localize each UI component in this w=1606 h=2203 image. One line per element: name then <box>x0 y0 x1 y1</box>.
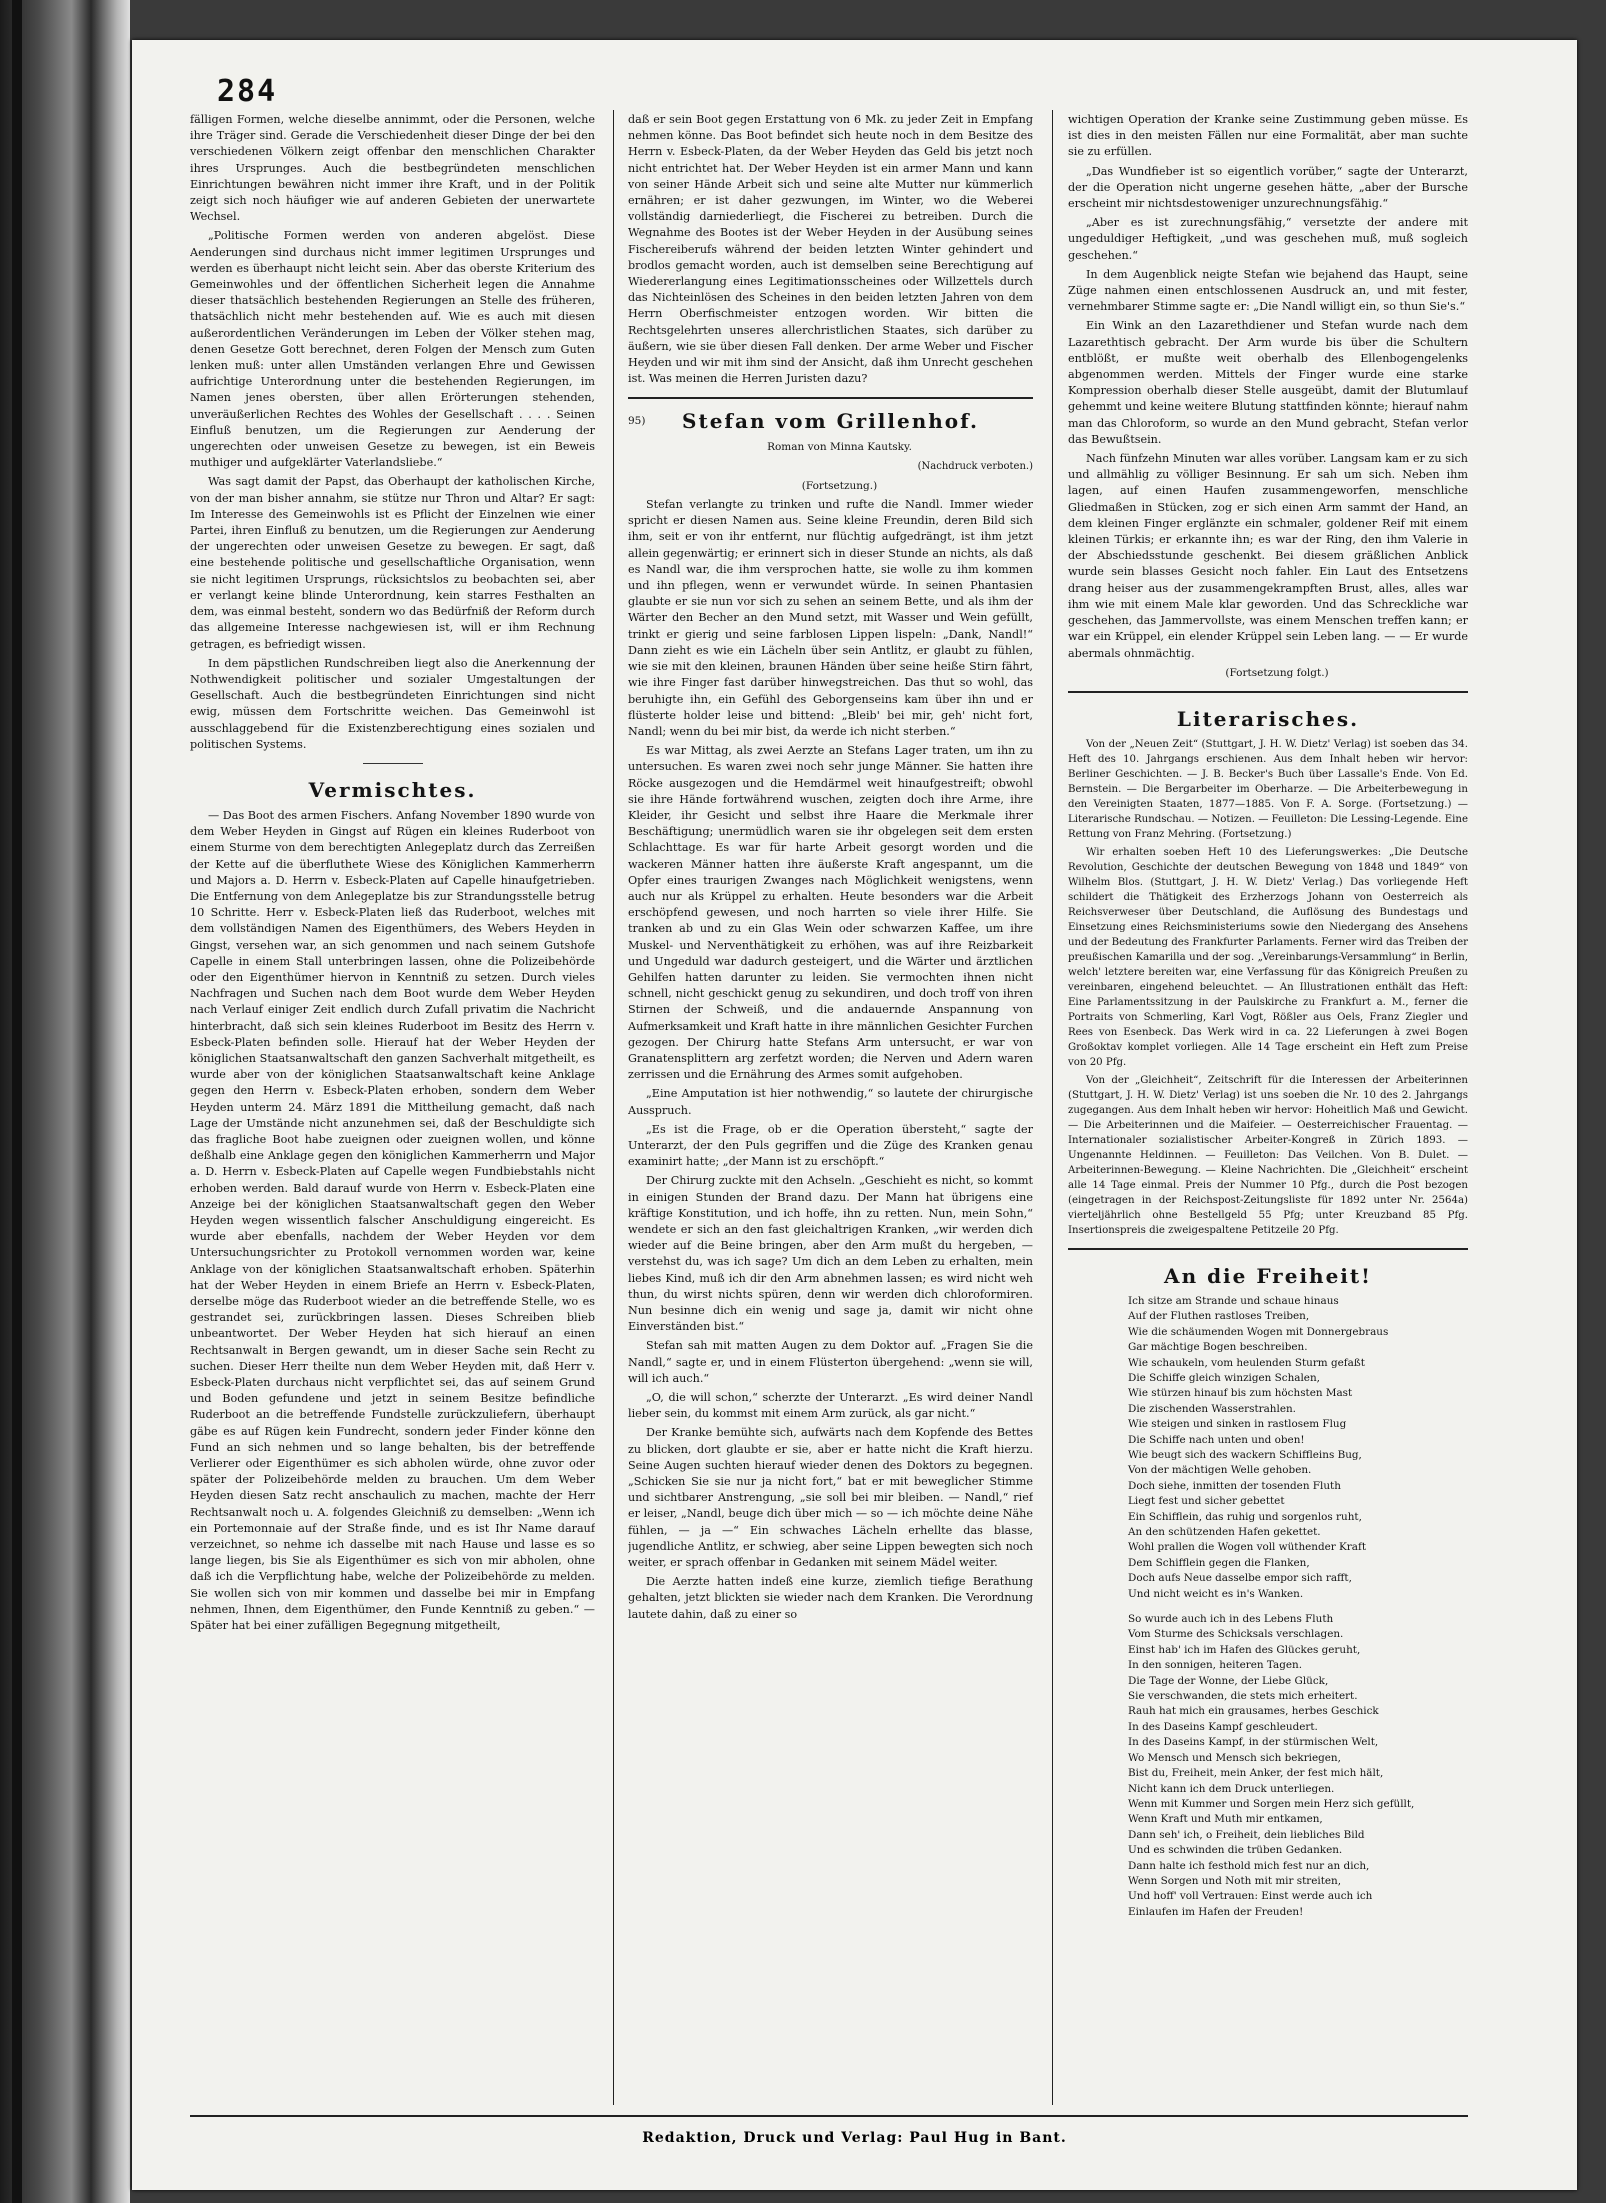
poem-line: Die Schiffe nach unten und oben! <box>1128 1433 1305 1446</box>
novel-byline: Roman von Minna Kautsky. <box>767 441 912 454</box>
paragraph: daß er sein Boot gegen Erstattung von 6 Mk. zu jeder Zeit in Empfang nehmen könne. Das Boot befindet sich heute noch in dem Besitze des Herrn v. Esbeck-Platen, da der Weber Heyden das Geld bis jetzt noch nicht entrichtet hat. Der Weber Heyden ist ein armer Mann und kann von seiner Hände Arbeit sich und seine alte Mutter nur kümmerlich ernähren; er ist daher gezwungen, im Winter, wo die Weberei vollständig darniederliegt, die Fischerei zu betreiben. Durch die Wegnahme des Bootes ist der Weber Heyden in der Ausübung seines Fischereiberufs während der beiden letzten Winter gehindert und brodlos gemacht worden, auch ist demselben seine Berechtigung auf Wiedererlangung eines Legitimationsscheines oder Willzettels durch das Nichteinlösen des Scheines in den beiden letzten Jahren von dem Herrn Oberfischmeister entzogen worden. Wir bitten die Rechtsgelehrten unseres allerchristlichen Staates, sich darüber zu äußern, wie sie über diesen Fall denken. Der arme Weber und Fischer Heyden und wir mit ihm sind der Ansicht, daß ihm Unrecht geschehen ist. Was meinen die Herren Juristen dazu? <box>628 113 1033 386</box>
section-divider <box>363 763 423 764</box>
paragraph: „Das Wundfieber ist so eigentlich vorüber,“ sagte der Unterarzt, der die Operation nicht ungerne gesehen hätte, „aber der Bursche erscheint mir nichtsdestoweniger unzurechnungsfähig.“ <box>1068 164 1468 211</box>
poem-line: Einst hab' ich im Hafen des Glückes geruht, <box>1128 1643 1361 1656</box>
paragraph: „O, die will schon,“ scherzte der Unterarzt. „Es wird deiner Nandl lieber sein, du kommst mit einem Arm zurück, als gar nicht.“ <box>628 1391 1033 1421</box>
poem-line: Einlaufen im Hafen der Freuden! <box>1128 1905 1304 1918</box>
paragraph: In dem päpstlichen Rundschreiben liegt also die Anerkennung der Nothwendigkeit politischer und sozialer Umgestaltungen der Gesellschaft. Auch die bestbegründeten Einrichtungen sind nicht ewig, müssen dem Fortschritte weichen. Das Gemeinwohl ist ausschlaggebend für die Existenzberechtigung eines sozialen und politischen Systems. <box>190 656 595 751</box>
feuilleton-divider <box>628 397 1033 399</box>
papal-article <box>190 112 595 753</box>
poem-line: In des Daseins Kampf, in der stürmischen Welt, <box>1128 1736 1379 1749</box>
poem-line: Wie stürzen hinauf bis zum höchsten Mast <box>1128 1387 1353 1400</box>
poem-line: Und es schwinden die trüben Gedanken. <box>1128 1844 1343 1857</box>
paragraph: „Eine Amputation ist hier nothwendig,“ so lautete der chirurgische Ausspruch. <box>628 1087 1033 1117</box>
poem-line: Die Tage der Wonne, der Liebe Glück, <box>1128 1674 1329 1687</box>
poem-line: Wie steigen und sinken in rastlosem Flug <box>1128 1418 1347 1431</box>
poem-line: Dann halte ich festhold mich fest nur an dich, <box>1128 1859 1370 1872</box>
feuilleton-header <box>628 409 1033 433</box>
poem-line: Rauh hat mich ein grausames, herbes Geschick <box>1128 1705 1379 1718</box>
poem-line: Ich sitze am Strande und schaue hinaus <box>1128 1294 1339 1307</box>
paragraph: Die Aerzte hatten indeß eine kurze, ziemlich tiefige Berathung gehalten, jetzt blickten sie wieder nach dem Kranken. Die Verordnung lautete dahin, daß zu einer so <box>628 1575 1033 1621</box>
poem-line: Bist du, Freiheit, mein Anker, der fest mich hält, <box>1128 1767 1384 1780</box>
poem-line: Sie verschwanden, die stets mich erheitert. <box>1128 1690 1358 1703</box>
book-binding <box>0 0 130 2203</box>
poem-line: Dann seh' ich, o Freiheit, dein liebliches Bild <box>1128 1828 1365 1841</box>
poem-line: Wie beugt sich des wackern Schiffleins Bug, <box>1128 1448 1362 1461</box>
paragraph: Der Chirurg zuckte mit den Achseln. „Geschieht es nicht, so kommt in einigen Stunden der Brand dazu. Der Mann hat übrigens eine kräftige Konstitution, und ich hoffe, ihn zu retten. Nun, mein Sohn,“ wendete er sich an den fast gleichaltrigen Kranken, „wir werden dich wieder auf die Beine bringen, aber den Arm mußt du hergeben, — verstehst du, was ich sage? Um dich an dem Leben zu erhalten, mein liebes Kind, muß ich dir den Arm abnehmen lassen; es wird nicht weh thun, du wirst nichts spüren, denn wir werden dich chloroformiren. Nun besinne dich ein wenig und sage ja, damit wir nicht ohne Einverständen bist.“ <box>628 1174 1033 1334</box>
poem-line: Doch aufs Neue dasselbe empor sich rafft, <box>1128 1572 1352 1585</box>
poem-line: Auf der Fluthen rastloses Treiben, <box>1128 1310 1310 1323</box>
poem-line: Und hoff' voll Vertrauen: Einst werde auch ich <box>1128 1890 1373 1903</box>
literary-notices <box>1068 737 1468 1238</box>
poem-line: Wo Mensch und Mensch sich bekriegen, <box>1128 1751 1341 1764</box>
poem-line: Ein Schifflein, das ruhig und sorgenlos ruht, <box>1128 1510 1362 1523</box>
feuilleton-number: 95) <box>628 415 646 428</box>
paragraph: Nach fünfzehn Minuten war alles vorüber. Langsam kam er zu sich und allmählig zu völliger Besinnung. Er sah um sich. Neben ihm lagen, auf einen Haufen zusammengeworfen, menschliche Gliedmaßen in Stücken, zog er sich einen Arm sammt der Hand, an dem kleinen Finger erglänzte ein schmaler, goldener Reif mit einem kleinen Türkis; er erkannte ihn; es war der Ring, den ihm Valerie in der Abschiedsstunde geschenkt. Bei diesem gräßlichen Anblick wurde sein blasses Gesicht noch fahler. Ein Laut des Entsetzens drang heiser aus der zusammengekrampften Brust, alles, alles war ihm wie mit einem Male klar geworden. Und das Schreckliche war geschehen, das Jammervollste, was einem Menschen treffen kann; er war ein Krüppel, ein elender Krüppel sein Leben lang. — — Er wurde abermals ohnmächtig. <box>1068 452 1468 660</box>
poem-line: Wenn mit Kummer und Sorgen mein Herz sich gefüllt, <box>1128 1797 1415 1810</box>
paragraph: wichtigen Operation der Kranke seine Zustimmung geben müsse. Es ist dies in den meisten Fällen nur eine Formalität, aber man suchte sie zu erfüllen. <box>1068 113 1468 159</box>
poem-stanza <box>1128 1294 1468 1602</box>
section-divider <box>1068 1248 1468 1250</box>
paragraph: „Politische Formen werden von anderen abgelöst. Diese Aenderungen sind durchaus nicht immer legitimen Ursprunges und werden es überhaupt nicht leicht sein. Aber das oberste Kriterium des Gemeinwohles und der öffentlichen Sicherheit legen die Annahme dieser thatsächlich bestehenden Regierungen an Stelle des früheren, thatsächlich nicht mehr bestehenden auf. Wie es auch mit diesen außerordentlichen Veränderungen im Leben der Völker stehen mag, denen Gesetze Gott berechnet, deren Folgen der Mensch zum Guten lenken muß: unter allen Umständen verlangen Ehre und Gewissen aufrichtige Unterordnung unter die bestehenden Regierungen, im Namen jenes obersten, über allen Erörterungen stehenden, unveräußerlichen Rechtes des Wohles der Gesellschaft . . . . Seinen Einfluß benutzen, um die Regierungen zur Aenderung der ungerechten oder unweisen Gesetze zu bewegen, ist ein Beweis muthiger und aufgeklärter Vaterlandsliebe.“ <box>190 229 595 470</box>
poem-line: In den sonnigen, heiteren Tagen. <box>1128 1659 1303 1672</box>
paragraph: Was sagt damit der Papst, das Oberhaupt der katholischen Kirche, von der man bisher annahm, sie stütze nur Thron und Altar? Er sagt: Im Interesse des Gemeinwohls ist es Pflicht der Einzelnen wie einer Partei, ihren Einfluß zu benutzen, um die Regierungen zur Aenderung der ungerechten oder unweisen Gesetze zu bewegen. Er sagt, daß eine bestehende politische und gesellschaftliche Organisation, wenn sie nicht legitimen Ursprungs, rücksichtslos zu beobachten sei, aber er verlangt keine blinde Unterordnung, kein starres Festhalten an dem, was einmal besteht, sondern wo das Bedürfniß der Reform durch das allgemeine Interesse nachgewiesen ist, will er ihm Rechnung getragen, es befriedigt wissen. <box>190 475 595 651</box>
poem-line: Von der mächtigen Welle gehoben. <box>1128 1464 1312 1477</box>
paragraph: In dem Augenblick neigte Stefan wie bejahend das Haupt, seine Züge nahmen einen entschlossenen Ausdruck an, und mit fester, vernehmbarer Stimme sagte er: „Die Nandl willigt ein, so thun Sie's.“ <box>1068 267 1468 314</box>
poem-line: Wohl prallen die Wogen voll wüthender Kraft <box>1128 1541 1366 1554</box>
poem-line: So wurde auch ich in des Lebens Fluth <box>1128 1613 1334 1626</box>
poem-line: Gar mächtige Bogen beschreiben. <box>1128 1341 1308 1354</box>
column-2 <box>628 112 1033 2102</box>
poem-line: Doch siehe, inmitten der tosenden Fluth <box>1128 1479 1341 1492</box>
newspaper-page <box>132 40 1577 2190</box>
page-number: 284 <box>217 74 278 109</box>
poem-line: Wenn Sorgen und Noth mit mir streiten, <box>1128 1874 1342 1887</box>
paragraph: Stefan sah mit matten Augen zu dem Doktor auf. „Fragen Sie die Nandl,“ sagte er, und in einem Flüsterton übergehend: „wenn sie will, will ich auch.“ <box>628 1339 1033 1385</box>
paragraph: Ein Wink an den Lazarethdiener und Stefan wurde nach dem Lazarethtisch gebracht. Der Arm wurde bis über die Schultern entblößt, er mußte weit oberhalb des Ellenbogengelenks abgenommen werden. Mittels der Finger wurde eine starke Kompression oberhalb dieser Stelle ausgeübt, damit der Blutumlauf gehemmt und keine weitere Blutung stattfinden könnte; hierauf nahm man das Chloroform, so wurde an den Mund gebracht, Stefan verlor das Bewußtsein. <box>1068 319 1468 446</box>
poem-line: Liegt fest und sicher gebettet <box>1128 1495 1285 1508</box>
paragraph: Der Kranke bemühte sich, aufwärts nach dem Kopfende des Bettes zu blicken, dort glaubte er sie, aber er hatte nicht die Kraft hierzu. Seine Augen suchten hierauf wieder denen des Doktors zu begegnen. „Schicken Sie sie nur ja nicht fort,“ bat er mit beweglicher Stimme und sichtbarer Anstrengung, „sie soll bei mir bleiben. — Nandl,“ rief er leiser, „Nandl, beuge dich über mich — so — ich möchte deine Nähe fühlen, — ja —“ Ein schwaches Lächeln erhellte das blasse, jugendliche Antlitz, er schwieg, aber seine Lippen bewegten sich noch weiter, er sprach offenbar in Gedanken mit seinem Mädel weiter. <box>628 1426 1033 1570</box>
poem-line: In des Daseins Kampf geschleudert. <box>1128 1720 1318 1733</box>
poem-line: Wie schaukeln, vom heulenden Sturm gefaßt <box>1128 1356 1365 1369</box>
column-rule <box>613 110 614 2105</box>
poem-stanza <box>1128 1612 1468 1920</box>
paragraph: „Es ist die Frage, ob er die Operation übersteht,“ sagte der Unterarzt, der den Puls gegriffen und die Züge des Kranken genau examinirt hatte; „der Mann ist zu erschöpft.“ <box>628 1122 1033 1169</box>
section-divider <box>1068 691 1468 693</box>
rights-notice: (Nachdruck verboten.) <box>917 460 1033 472</box>
poem-line: Nicht kann ich dem Druck unterliegen. <box>1128 1782 1335 1795</box>
section-heading-misc: Vermischtes. <box>308 777 477 802</box>
poem-line: Wenn Kraft und Muth mir entkamen, <box>1128 1813 1323 1826</box>
paragraph: fälligen Formen, welche dieselbe annimmt, oder die Personen, welche ihre Träger sind. Gerade die Verschiedenheit dieser Dinge der bei den verschiedenen Völkern zeigt offenbar den menschlichen Charakter ihres Ursprunges. Auch die bestbegründeten menschlichen Einrichtungen bewähren nicht immer ihre Kraft, und in der Politik zeigt sich noch häufiger wie auf anderen Gebieten der unerwartete Wechsel. <box>190 113 595 224</box>
column-3 <box>1068 112 1468 2102</box>
paragraph: Wir erhalten soeben Heft 10 des Lieferungswerkes: „Die Deutsche Revolution, Geschichte der deutschen Bewegung von 1848 und 1849“ von Wilhelm Blos. (Stuttgart, J. H. W. Dietz' Verlag.) Das vorliegende Heft schildert die Thätigkeit des Erzherzogs Johann von Oesterreich als Reichsverweser über Deutschland, die Auflösung des Bundestags und Einsetzung eines Reichsministeriums sowie den Niedergang des Ansehens und der Bedeutung des Frankfurter Parlaments. Ferner wird das Treiben der preußischen Kamarilla und der sog. „Vereinbarungs-Versammlung“ in Berlin, welch' letztere bereiten war, eine Verfassung für das Königreich Preußen zu vereinbaren, eingehend beleuchtet. — An Illustrationen enthält das Heft: Eine Parlamentssitzung in der Paulskirche zu Frankfurt a. M., ferner die Portraits von Schmerling, Karl Vogt, Rößler aus Oels, Franz Ziegler und Rees von Esenbeck. Das Werk wird in ca. 22 Lieferungen à zwei Bogen Großoktav komplet vorliegen. Alle 14 Tage erscheint ein Heft zum Preise von 20 Pfg. <box>1068 846 1468 1068</box>
binding-ribbon <box>12 0 22 2203</box>
poem-line: Vom Sturme des Schicksals verschlagen. <box>1128 1628 1344 1641</box>
poem-line: Und nicht weicht es in's Wanken. <box>1128 1587 1304 1600</box>
paragraph: „Aber es ist zurechnungsfähig,“ versetzte der andere mit ungeduldiger Heftigkeit, „und was geschehen muß, muß sogleich geschehen.“ <box>1068 216 1468 262</box>
poem-line: Die zischenden Wasserstrahlen. <box>1128 1402 1296 1415</box>
poem-line: Wie die schäumenden Wogen mit Donnergebraus <box>1128 1325 1389 1338</box>
poem <box>1128 1294 1468 1920</box>
poem-line: An den schützenden Hafen gekettet. <box>1128 1526 1321 1538</box>
continued-label: (Fortsetzung.) <box>801 479 878 492</box>
paragraph: Von der „Gleichheit“, Zeitschrift für die Interessen der Arbeiterinnen (Stuttgart, J. H. W. Dietz' Verlag) ist uns soeben die Nr. 10 des 2. Jahrgangs zugegangen. Aus dem Inhalt heben wir hervor: Hoheitlich Maß und Gewicht. — Die Arbeiterinnen und die Maifeier. — Oesterreichischer Frauentag. — Internationaler sozialistischer Arbeiter-Kongreß in Zürich 1893. — Ungenannte Heldinnen. — Feuilleton: Das Veilchen. Von B. Dulet. — Arbeiterinnen-Bewegung. — Kleine Nachrichten. Die „Gleichheit“ erscheint alle 14 Tage einmal. Preis der Nummer 10 Pfg., durch die Post bezogen (eingetragen in der Reichspost-Zeitungsliste für 1892 unter Nr. 2564a) vierteljährlich ohne Bestellgeld 55 Pfg; unter Kreuzband 85 Pfg. Insertionspreis die zweigespaltene Petitzeile 20 Pfg. <box>1068 1074 1468 1236</box>
poem-line: Dem Schifflein gegen die Flanken, <box>1128 1556 1310 1569</box>
paragraph: — Das Boot des armen Fischers. Anfang November 1890 wurde von dem Weber Heyden in Gingst auf Rügen ein kleines Ruderboot von einem Sturme von dem berechtigten Anlegeplatz durch das Zerreißen der Kette auf die überfluthete Wiese des Königlichen Kammerherrn und Majors a. D. Herrn v. Esbeck-Platen auf Capelle hinaufgetrieben. Die Entfernung von dem Anlegeplatze bis zur Strandungsstelle betrug 10 Schritte. Herr v. Esbeck-Platen ließ das Ruderboot, welches mit dem vollständigen Namen des Eigenthümers, des Webers Heyden in Gingst, versehen war, an sich genommen und nach seinem Gutshofe Capelle in einem Stall unterbringen lassen, ohne die Polizeibehörde oder den Eigenthümer hiervon in Kenntniß zu setzen. Durch vieles Nachfragen und Suchen nach dem Boot wurde dem Weber Heyden nach Verlauf einiger Zeit endlich durch Zufall privatim die Nachricht hinterbracht, daß sich sein kleines Ruderboot im Besitz des Herrn v. Esbeck-Platen befinden solle. Hierauf hat der Weber Heyden der königlichen Staatsanwaltschaft den ganzen Sachverhalt mitgetheilt, es wurde aber von der königlichen Staatsanwaltschaft keine Anklage gegen den Herrn v. Esbeck-Platen erhoben, sondern dem Weber Heyden unterm 24. März 1891 die Mittheilung gemacht, daß nach Lage der Umstände nicht anzunehmen sei, daß der Beschuldigte sich das fragliche Boot habe zueignen oder zueignen wollen, und könne deßhalb eine Anklage gegen den königlichen Kammerherrn und Major a. D. Herrn v. Esbeck-Platen auf Capelle wegen Fundbiebstahls nicht erhoben werden. Bald darauf wurde von Herrn v. Esbeck-Platen eine Anzeige bei der königlichen Staatsanwaltschaft gegen den Weber Heyden wegen wissentlich falscher Anschuldigung eingereicht. Es wurde aber ebenfalls, nachdem der Weber Heyden vor dem Untersuchungsrichter zu Protokoll vernommen worden war, keine Anklage von der königlichen Staatsanwaltschaft erhoben. Späterhin hat der Weber Heyden in einem Briefe an Herrn v. Esbeck-Platen, derselbe möge das Ruderboot wieder an die betreffende Stelle, wo es gestrandet sei, zurückbringen lassen. Dieses Schreiben blieb unbeantwortet. Der Weber Heyden hat sich hierauf an einen Rechtsanwalt in Bergen gewandt, um in dieser Sache sein Recht zu suchen. Dieser Herr theilte nun dem Weber Heyden mit, daß Herr v. Esbeck-Platen durchaus nicht verpflichtet sei, das auf seinem Grund und Boden gefundene und jetzt in seinem Besitze befindliche Ruderboot an die betreffende Fundstelle zurückzuliefern, überhaupt gäbe es auf Rügen kein Fundrecht, sondern jeder Finder könne den Fund an sich nehmen und so lange behalten, bis der betreffende Verlierer oder Eigenthümer es sich abholen würde, ohne zuvor oder später der Polizeibehörde melden zu brauchen. Um dem Weber Heyden diesen Satz recht anschaulich zu machen, machte der Herr Rechtsanwalt noch u. A. folgendes Gleichniß zu demselben: „Wenn ich ein Portemonnaie auf der Straße finde, und es ist Ihr Name darauf verzeichnet, so nehme ich dasselbe mit nach Hause und lasse es so lange liegen, bis Sie als Eigenthümer es sich von mir abholen, ohne daß ich die Verpflichtung habe, welche der Polizeibehörde zu melden. Sie wollen sich von mir kommen und dasselbe bei mir in Empfang nehmen, Ihnen, dem Eigenthümer, den Funde Kenntniß zu geben.“ — Später hat bei einer zufälligen Begegnung mitgetheilt, <box>190 808 595 1633</box>
column-rule <box>1052 110 1053 2105</box>
poem-line: Die Schiffe gleich winzigen Schalen, <box>1128 1371 1320 1384</box>
to-be-continued: (Fortsetzung folgt.) <box>1225 666 1329 679</box>
footer-rule <box>190 2115 1468 2117</box>
paragraph: Von der „Neuen Zeit“ (Stuttgart, J. H. W. Dietz' Verlag) ist soeben das 34. Heft des 10. Jahrgangs erschienen. Aus dem Inhalt heben wir hervor: Berliner Geschichten. — J. B. Becker's Buch über Lassalle's Ende. Von Ed. Bernstein. — Die Bergarbeiter im Oberharze. — Die Arbeiterbewegung in den Vereinigten Staaten, 1877—1885. Von F. A. Sorge. (Fortsetzung.) — Literarische Rundschau. — Notizen. — Feuilleton: Die Lessing-Legende. Eine Rettung von Franz Mehring. (Fortsetzung.) <box>1068 738 1468 840</box>
paragraph: Es war Mittag, als zwei Aerzte an Stefans Lager traten, um ihn zu untersuchen. Es waren zwei noch sehr junge Männer. Sie hatten ihre Röcke ausgezogen und die Hemdärmel weit hinaufgestreift; obwohl sie ihre Hände fortwährend wuschen, zeigten doch ihre Arme, ihre Kleider, ihr Gesicht und selbst ihre Haare die Merkmale ihrer Beschäftigung; unermüdlich waren sie ihr obgelegen seit dem ersten Schlachttage. Es war für harte Arbeit gesorgt worden und die wackeren Männer hatten ihre äußerste Kraft angespannt, um die Opfer eines traurigen Zwanges nach Möglichkeit wenigstens, wenn auch nur als Krüppel zu erhalten. Heute besonders war die Arbeit erschöpfend gewesen, und noch harrten so viele ihrer Hilfe. Sie tranken ab und zu ein Glas Wein oder schwarzen Kaffee, um ihre Muskel- und Nerventhätigkeit zu erhöhen, was auf ihre Reizbarkeit und Ungeduld war dadurch gesteigert, und die Wärter und ärztlichen Gehilfen hatten darunter zu leiden. Sie vermochten ihnen nicht schnell, nicht geschickt genug zu sekundiren, und doch troff von ihren Stirnen der Schweiß, und die andauernde Anspannung von Aufmerksamkeit und Kraft hatte in ihre männlichen Gesichter Furchen gezogen. Der Chirurg hatte Stefans Arm untersucht, er war von Granatensplittern arg zerfetzt worden; die Nerven und Adern waren zerrissen und die Ernährung des Armes somit aufgehoben. <box>628 744 1033 1082</box>
novel-title: Stefan vom Grillenhof. <box>682 409 979 434</box>
paragraph: Stefan verlangte zu trinken und rufte die Nandl. Immer wieder spricht er diesen Namen aus. Seine kleine Freundin, deren Bild sich ihm, seit er von ihr entfernt, nur flüchtig aufgedrängt, ist ihm jetzt allein gegenwärtig; er erinnert sich in dieser Stunde an nichts, als daß es Nandl war, die ihm versprochen hatte, sie wolle zu ihm kommen und ihn pflegen, wenn er verwundet würde. In seinen Phantasien glaubte er sie nun vor sich zu sehen an seinem Bette, und als ihm der Wärter den Becher an den Mund setzt, mit Wasser und Wein gefüllt, trinkt er gierig und seine farblosen Lippen lispeln: „Dank, Nandl!“ Dann zieht es wie ein Lächeln über sein Antlitz, er glaubt zu fühlen, wie sie mit den kleinen, braunen Händen über seine heiße Stirn fährt, wie ihre Finger fast darüber hinwegstreichen. Das thut so wohl, das beruhigte ihn, ein Gefühl des Geborgenseins kam über ihn und er flüsterte holder leise und bittend: „Bleib' bei mir, geh' nicht fort, Nandl; wenn du bei mir bist, da werde ich nicht sterben.“ <box>628 498 1033 738</box>
column-1 <box>190 112 595 2102</box>
poem-title: An die Freiheit! <box>1164 1263 1372 1288</box>
section-heading-literary: Literarisches. <box>1176 706 1360 731</box>
imprint-footer: Redaktion, Druck und Verlag: Paul Hug in Bant. <box>642 2130 1067 2146</box>
